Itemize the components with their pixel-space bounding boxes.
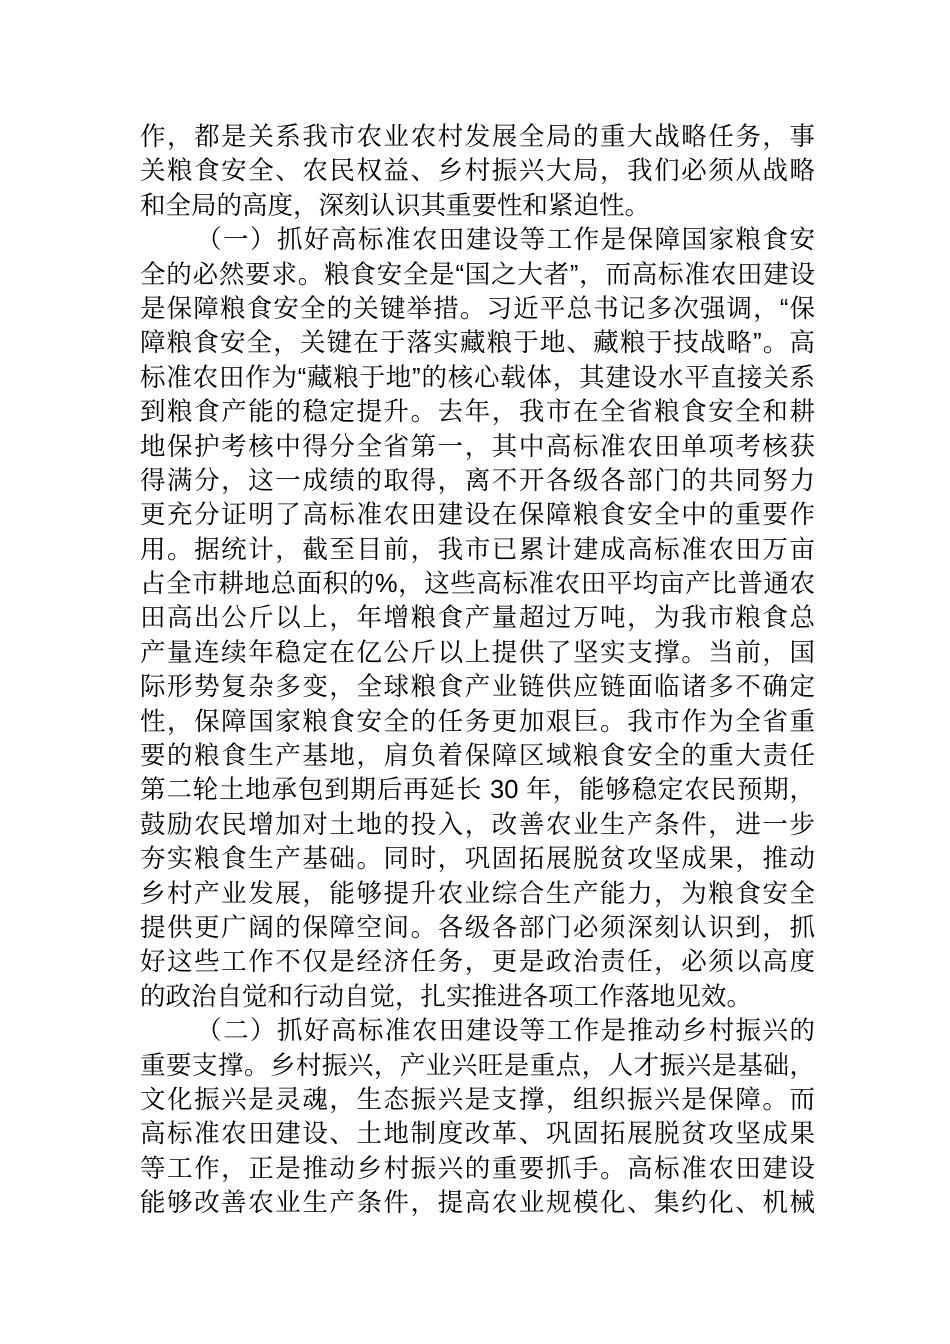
text-line: 到粮食产能的稳定提升。去年，我市在全省粮食安全和耕 (140, 398, 815, 427)
text-line: 障粮食安全，关键在于落实藏粮于地、藏粮于技战略”。高 (140, 329, 815, 358)
text-line: 能够改善农业生产条件，提高农业规模化、集约化、机械 (140, 1189, 815, 1218)
text-line: 重要支撑。乡村振兴，产业兴旺是重点，人才振兴是基础， (140, 1051, 815, 1080)
text-line: 和全局的高度，深刻认识其重要性和紧迫性。 (140, 191, 651, 220)
text-line: 全的必然要求。粮食安全是“国之大者”，而高标准农田建设 (140, 260, 815, 289)
text-line: 得满分，这一成绩的取得，离不开各级各部门的共同努力 (140, 466, 815, 495)
text-line: 等工作，正是推动乡村振兴的重要抓手。高标准农田建设 (140, 1154, 815, 1183)
text-line: 是保障粮食安全的关键举措。习近平总书记多次强调，“保 (140, 294, 815, 323)
text-line: （一）抓好高标准农田建设等工作是保障国家粮食安 (196, 226, 815, 255)
text-line: 好这些工作不仅是经济任务，更是政治责任，必须以高度 (140, 948, 815, 977)
text-line: 作，都是关系我市农业农村发展全局的重大战略任务，事 (140, 123, 815, 151)
text-line: 的政治自觉和行动自觉，扎实推进各项工作落地见效。 (140, 982, 753, 1011)
text-line: 田高出公斤以上，年增粮食产量超过万吨，为我市粮食总 (140, 604, 815, 633)
text-line: 占全市耕地总面积的%，这些高标准农田平均亩产比普通农 (140, 570, 815, 599)
text-line: 夯实粮食生产基础。同时，巩固拓展脱贫攻坚成果，推动 (140, 845, 815, 874)
text-line: 提供更广阔的保障空间。各级各部门必须深刻认识到，抓 (140, 913, 815, 942)
text-line: 产量连续年稳定在亿公斤以上提供了坚实支撑。当前，国 (140, 638, 815, 667)
text-line: 用。据统计，截至目前，我市已累计建成高标准农田万亩 (140, 535, 815, 564)
text-line: 地保护考核中得分全省第一，其中高标准农田单项考核获 (140, 432, 815, 461)
document-text-block (140, 120, 815, 1221)
text-line: （二）抓好高标准农田建设等工作是推动乡村振兴的 (196, 1017, 815, 1046)
text-line: 文化振兴是灵魂，生态振兴是支撑，组织振兴是保障。而 (140, 1085, 815, 1114)
text-line: 高标准农田建设、土地制度改革、巩固拓展脱贫攻坚成果 (140, 1120, 815, 1149)
text-line: 关粮食安全、农民权益、乡村振兴大局，我们必须从战略 (140, 157, 815, 186)
text-line: 更充分证明了高标准农田建设在保障粮食安全中的重要作 (140, 501, 815, 530)
text-line: 第二轮土地承包到期后再延长 30 年，能够稳定农民预期， (140, 776, 815, 805)
text-line: 性，保障国家粮食安全的任务更加艰巨。我市作为全省重 (140, 707, 815, 736)
text-line: 标准农田作为“藏粮于地”的核心载体，其建设水平直接关系 (140, 363, 815, 392)
text-line: 鼓励农民增加对土地的投入，改善农业生产条件，进一步 (140, 810, 815, 839)
text-line: 乡村产业发展，能够提升农业综合生产能力，为粮食安全 (140, 879, 815, 908)
text-line: 际形势复杂多变，全球粮食产业链供应链面临诸多不确定 (140, 673, 815, 702)
text-line: 要的粮食生产基地，肩负着保障区域粮食安全的重大责任 (140, 742, 815, 771)
